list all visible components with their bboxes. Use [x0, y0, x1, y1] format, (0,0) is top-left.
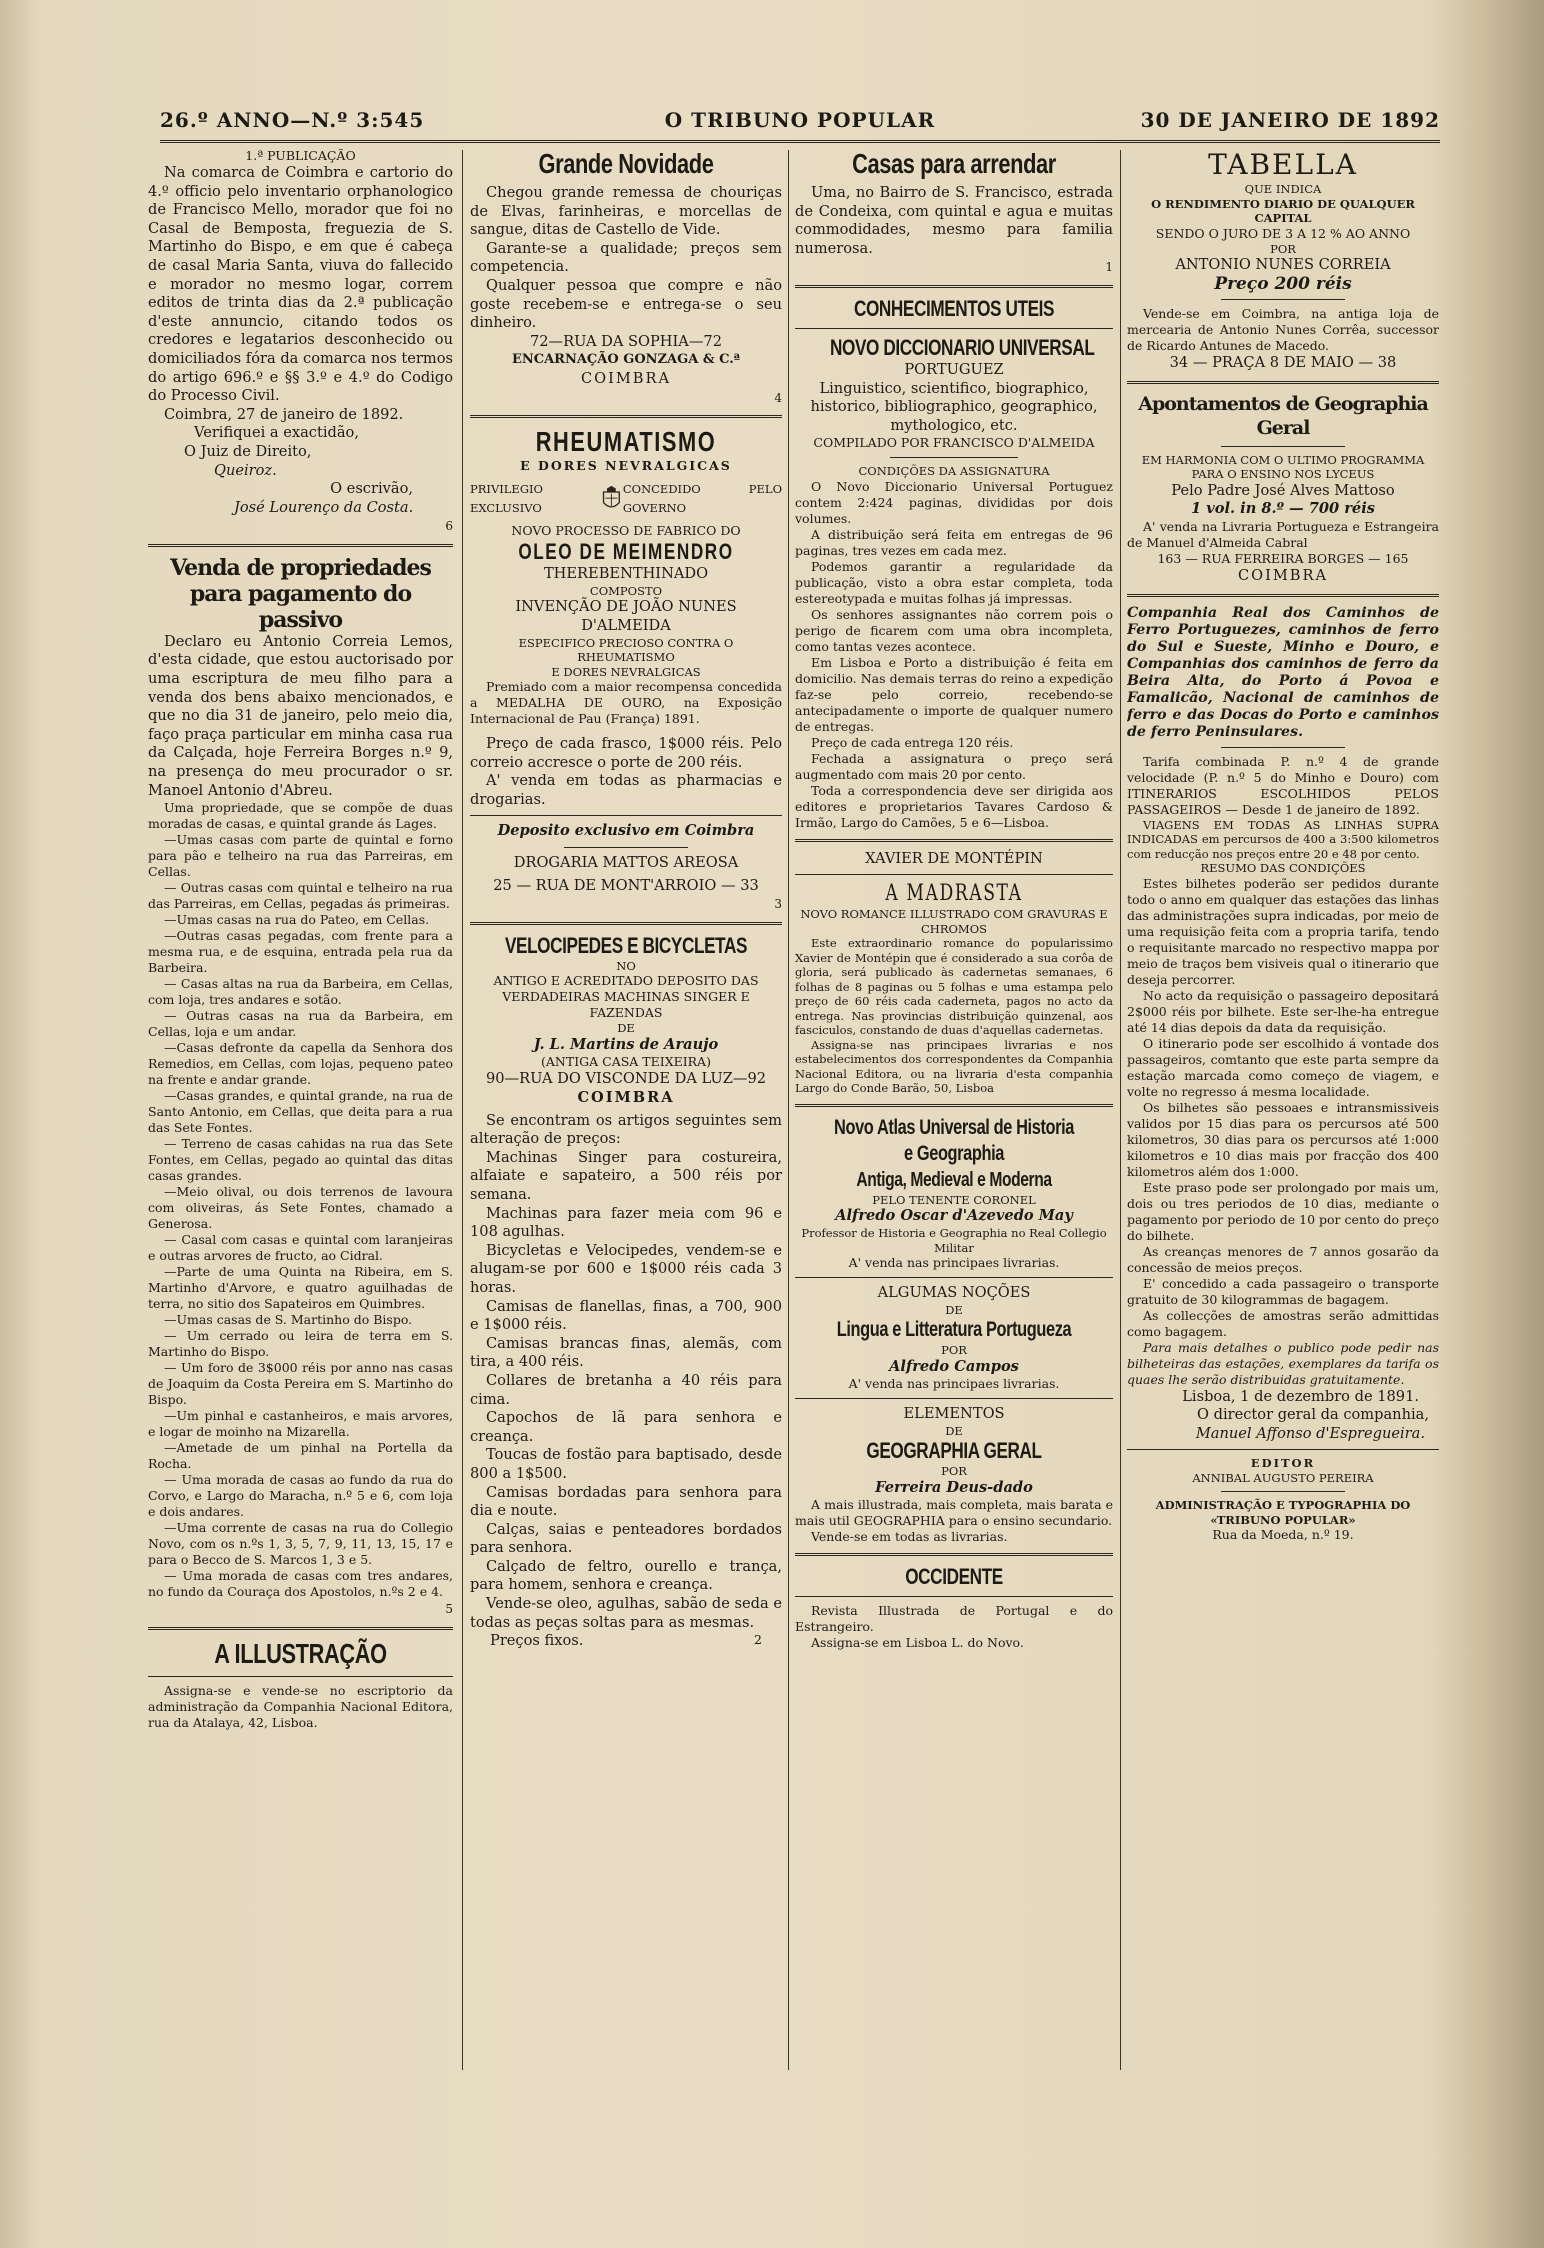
- illustracao-title: A ILLUSTRAÇÃO: [214, 1637, 387, 1669]
- oleo-title: OLEO DE MEIMENDRO: [518, 539, 734, 565]
- column-2: [470, 148, 782, 2178]
- list-item: Camisas de flanellas, finas, a 700, 900 e 1$000 réis.: [470, 1297, 782, 1334]
- madrasta-text: Este extraordinario romance do popularissimo Xavier de Montépin que é considerado a sua corôa de gloria, será publicado às cadernetas semanaes, 6 folhas de 8 paginas ou 5 folhas e uma estampa pelo preço de 60 réis cada caderneta, pagos no acto da entrega. Nas provincias distribuição quinzenal, aos fasciculos, constando de duas d'aquellas cadernetas.: [795, 936, 1113, 1038]
- atlas-title: Novo Atlas Universal de Historia: [834, 1115, 1074, 1139]
- property-list: [148, 800, 453, 1600]
- compilado-label: COMPILADO POR FRANCISCO D'ALMEIDA: [813, 435, 1095, 451]
- divider: [795, 328, 1113, 329]
- list-item: Estes bilhetes poderão ser pedidos durante todo o anno em qualquer das estações das linhas das administrações supra indicadas, por meio de uma requisição feita com a propria tarifa, tendo o requisitante marcado no respectivo mappa por meio de traços bem visiveis qual o itinerario que deseja percorrer.: [1127, 875, 1439, 987]
- list-item: Os bilhetes são pessoaes e intransmissiveis validos por 15 dias para os percursos até 500 kilometros, 30 dias para os percursos até 1:000 kilometros e 10 dias mais por fracção dos 400 kilometros além dos 1:000.: [1127, 1099, 1439, 1179]
- column-rule: [462, 150, 463, 2070]
- edict-text: Na comarca de Coimbra e cartorio do 4.º officio pelo inventario orphanologico de Francisco Mello, morador que foi no Casal de Bemposta, freguezia de S. Martinho do Bispo, e em que é cabeça de casal Maria Santa, viuva do fallecido e morador no mesmo logar, correm editos de trinta dias da 2.ª publicação d'este annuncio, citando todos os credores e legatarios desconhecido ou domiciliados fóra da comarca nos termos do artigo 696.º e §§ 3.º e 4.º do Codigo do Processo Civil.: [148, 164, 453, 405]
- lisboa-date: Lisboa, 1 de dezembro de 1891.: [1182, 1387, 1419, 1405]
- edict-date: Coimbra, 27 de janeiro de 1892.: [164, 405, 404, 423]
- list-item: —Casas grandes, e quintal grande, na rua de Santo Antonio, em Cellas, que deita para a rua das Sete Fontes.: [148, 1088, 453, 1136]
- pelo-tenente: PELO TENENTE CORONEL: [872, 1192, 1036, 1207]
- divider: [148, 1627, 453, 1630]
- divider: [1221, 747, 1346, 748]
- por-label: POR: [1270, 241, 1296, 256]
- admin-address: Rua da Moeda, n.º 19.: [1212, 1527, 1354, 1543]
- atlas-title-2: e Geographia: [903, 1141, 1004, 1165]
- tabella-author: ANTONIO NUNES CORREIA: [1175, 256, 1391, 273]
- especifico-label: ESPECIFICO PRECIOSO CONTRA O RHEUMATISMO: [518, 635, 734, 665]
- list-item: — Uma morada de casas com tres andares, no fundo da Couraça dos Apostolos, n.ºs 2 e 4.: [148, 1568, 453, 1600]
- column-rule: [788, 150, 789, 2070]
- occidente-text-2: Assigna-se em Lisboa L. do Novo.: [811, 1635, 1024, 1651]
- ferreira-name: Ferreira Deus-dado: [875, 1478, 1033, 1496]
- para-mais-text: Para mais detalhes o publico pode pedir nas bilheteiras das estações, exemplares da tarifa os quaes lhe serão distribuidas gratuitamente.: [1127, 1339, 1439, 1387]
- velocipedes-title: VELOCIPEDES E BICYCLETAS: [504, 932, 748, 958]
- list-item: — Terreno de casas cahidas na rua das Sete Fontes, em Cellas, pegado ao quintal das ditas casas grandes.: [148, 1136, 453, 1184]
- list-item: —Meio olival, ou dois terrenos de lavoura com oliveiras, ás Sete Fontes, chamado a Generosa.: [148, 1184, 453, 1232]
- divider: [795, 839, 1113, 842]
- martins-name: J. L. Martins de Araujo: [533, 1035, 719, 1053]
- elementos-label: ELEMENTOS: [903, 1405, 1005, 1423]
- deposito-title: Deposito exclusivo em Coimbra: [497, 822, 755, 840]
- divider: [1127, 381, 1439, 384]
- column-rule: [1120, 150, 1121, 2070]
- list-item: Camisas bordadas para senhora para dia e noute.: [470, 1483, 782, 1520]
- martins-city: COIMBRA: [577, 1089, 675, 1107]
- clerk-name: José Lourenço da Costa.: [234, 498, 414, 516]
- praca-address: 34 — PRAÇA 8 DE MAIO — 38: [1169, 354, 1397, 372]
- especifico-label-2: E DORES NEVRALGICAS: [551, 664, 701, 679]
- apontamentos-title: Apontamentos de Geographia Geral: [1138, 392, 1428, 439]
- divider: [795, 285, 1113, 288]
- no-label: NO: [616, 958, 636, 973]
- issue-date: 30 DE JANEIRO DE 1892: [1140, 108, 1440, 132]
- list-item: Podemos garantir a regularidade da publicação, visto a obra estar completa, toda estereotypada e muitas folhas já impressas.: [795, 558, 1113, 606]
- divider: [470, 815, 782, 816]
- therebenthinado-label: THEREBENTHINADO: [543, 565, 709, 583]
- drogaria-address: 25 — RUA DE MONT'ARROIO — 33: [493, 876, 759, 894]
- list-item: Camisas brancas finas, alemãs, com tira, a 400 réis.: [470, 1334, 782, 1371]
- novidade-address: 72—RUA DA SOPHIA—72: [529, 332, 723, 350]
- tarifa-text: Tarifa combinada P. n.º 4 de grande velocidade (P. n.º 5 do Minho e Douro) com ITINERARIOS ESCOLHIDOS PELOS PASSAGEIROS — Desde 1 de janeiro de 1892.: [1127, 753, 1439, 817]
- juro-label: SENDO O JURO DE 3 A 12 % AO ANNO: [1155, 225, 1411, 241]
- occidente-title: OCCIDENTE: [905, 1564, 1003, 1590]
- column-1: [148, 148, 453, 2178]
- column-3: [795, 148, 1113, 2178]
- novidade-firm: ENCARNAÇÃO GONZAGA & C.ª: [511, 352, 741, 368]
- venda-intro: Declaro eu Antonio Correia Lemos, d'esta cidade, que estou auctorisado por uma escriptura de meu filho para a venda dos bens abaixo mencionados, e que no dia 31 de janeiro, pelo meio dia, faço praça particular em minha casa rua da Calçada, hoje Ferreira Borges n.º 9, na presença do meu procurador o sr. Manoel Antonio d'Abreu.: [148, 632, 453, 799]
- list-item: —Umas casas de S. Martinho do Bispo.: [164, 1312, 413, 1328]
- clerk-title: O escrivão,: [330, 480, 413, 498]
- list-item: — Outras casas na rua da Barbeira, em Cellas, loja e um andar.: [148, 1008, 453, 1040]
- masthead: [160, 108, 1440, 142]
- atlas-author: Alfredo Oscar d'Azevedo May: [835, 1207, 1073, 1225]
- list-item: Bicycletas e Velocipedes, vendem-se e alugam-se por 600 e 1$000 réis cada 3 horas.: [470, 1241, 782, 1296]
- list-item: —Uma corrente de casas na rua do Collegio Novo, com os n.ºs 1, 3, 5, 7, 9, 11, 13, 15, 17 e para o Becco de S. Marcos 1, 3 e 5.: [148, 1520, 453, 1568]
- viagens-text: VIAGENS EM TODAS AS LINHAS SUPRA INDICADAS em percursos de 400 a 3:500 kilometros com reducção nos preços entre 20 e 48 por cento.: [1127, 817, 1439, 861]
- novidade-text: Chegou grande remessa de chouriças de Elvas, farinheiras, e morcellas de sangue, ditas de Castello de Vide.: [470, 184, 782, 239]
- privilegio-label: PRIVILEGIO EXCLUSIVO: [470, 482, 543, 515]
- volume-price: 1 vol. in 8.º — 700 réis: [1191, 500, 1375, 518]
- list-item: O Novo Diccionario Universal Portuguez contem 2:424 paginas, divididas por dois volumes.: [795, 478, 1113, 526]
- novidade-text-3: Qualquer pessoa que compre e não goste recebem-se e entrega-se o seu dinheiro.: [470, 276, 782, 332]
- precos-fixos: Preços fixos.: [490, 1632, 584, 1650]
- list-item: Machinas para fazer meia com 96 e 108 agulhas.: [470, 1204, 782, 1241]
- list-item: — Outras casas com quintal e telheiro na rua das Parreiras, em Cellas, pegadas ás primeiras.: [148, 880, 453, 912]
- editor-name: ANNIBAL AUGUSTO PEREIRA: [1192, 1470, 1374, 1485]
- diccionario-conditions: [795, 479, 1113, 831]
- list-item: Uma propriedade, que se compõe de duas moradas de casas, e quintal grande ás Lages.: [148, 800, 453, 832]
- novidade-title: Grande Novidade: [538, 148, 714, 179]
- apontamentos-venda: A' venda na Livraria Portugueza e Estrangeira de Manuel d'Almeida Cabral: [1127, 518, 1439, 550]
- list-item: Capochos de lã para senhora e creança.: [470, 1409, 782, 1445]
- list-item: O itinerario pode ser escolhido á vontade dos passageiros, comtanto que este parta sempre da estação marcada como começo de viagem, e volte no regresso á mesma localidade.: [1127, 1035, 1439, 1099]
- condicoes-label: CONDIÇÕES DA ASSIGNATURA: [858, 464, 1050, 479]
- divider: [564, 847, 689, 848]
- divider: [795, 1553, 1113, 1556]
- list-item: Fechada a assignatura o preço será augmentado com mais 20 por cento.: [795, 750, 1113, 782]
- madrasta-title: A MADRASTA: [885, 881, 1023, 907]
- antigo-deposito: ANTIGO E ACREDITADO DEPOSITO DAS VERDADEIRAS MACHINAS SINGER E FAZENDAS: [493, 973, 759, 1021]
- ad-number: 3: [774, 897, 782, 912]
- rheumatismo-title: RHEUMATISMO: [535, 426, 717, 458]
- campos-venda: A' venda nas principaes livrarias.: [848, 1376, 1060, 1392]
- divider: [795, 874, 1113, 875]
- harmonia-label: EM HARMONIA COM O ULTIMO PROGRAMMA PARA O ENSINO NOS LYCEUS: [1141, 452, 1425, 482]
- venda-title: Venda de propriedades para pagamento do passivo: [170, 554, 431, 633]
- illustracao-text: Assigna-se e vende-se no escriptorio da administração da Companhia Nacional Editora, rua da Atalaya, 42, Lisboa.: [148, 1682, 453, 1730]
- divider: [1221, 1491, 1346, 1492]
- campos-name: Alfredo Campos: [889, 1357, 1019, 1375]
- judge-name: Queiroz.: [214, 461, 277, 479]
- divider: [470, 415, 782, 418]
- list-item: —Umas casas na rua do Pateo, em Cellas.: [164, 912, 430, 928]
- divider: [795, 1398, 1113, 1399]
- list-item: —Ametade de um pinhal na Portella da Rocha.: [148, 1440, 453, 1472]
- list-item: —Outras casas pegadas, com frente para a mesma rua, e de esquina, entrada pela rua da Barbeira.: [148, 928, 453, 976]
- divider: [148, 544, 453, 547]
- publication-label: 1.ª PUBLICAÇÃO: [245, 148, 356, 163]
- list-item: Collares de bretanha a 40 réis para cima.: [470, 1371, 782, 1408]
- list-item: — Um foro de 3$000 réis por anno nas casas de Joaquim da Costa Pereira em S. Martinho do Bispo.: [148, 1360, 453, 1408]
- list-item: —Casas defronte da capella da Senhora dos Remedios, em Cellas, com lojas, pequeno pateo na frente e andar grande.: [148, 1040, 453, 1088]
- atlas-title-3: Antiga, Medieval e Moderna: [856, 1168, 1052, 1191]
- premiado-text: Premiado com a maior recompensa concedida a MEDALHA DE OURO, na Exposição Internacional de Pau (França) 1891.: [470, 679, 782, 727]
- diccionario-title: NOVO DICCIONARIO UNIVERSAL: [829, 334, 1095, 360]
- privilege-row: [470, 480, 782, 517]
- de-label: DE: [945, 1302, 963, 1317]
- invencao-label: INVENÇÃO DE JOÃO NUNES D'ALMEIDA: [515, 598, 737, 634]
- articles-list: [470, 1112, 782, 1633]
- divider: [1221, 299, 1346, 300]
- director-title: O director geral da companhia,: [1197, 1406, 1429, 1424]
- cabral-city: COIMBRA: [1237, 566, 1329, 584]
- list-item: Em Lisboa e Porto a distribuição é feita em domicilio. Nas demais terras do reino a expedição faz-se pelo correio, recebendo-se antecipadamente o importe de qualquer numero de entregas.: [795, 654, 1113, 734]
- ad-number: 4: [774, 390, 782, 405]
- list-item: E' concedido a cada passageiro o transporte gratuito de 30 kilogrammas de bagagem.: [1127, 1275, 1439, 1307]
- divider: [1127, 1449, 1439, 1450]
- director-signature: Manuel Affonso d'Espregueira.: [1195, 1424, 1425, 1442]
- geographia-venda: Vende-se em todas as livrarias.: [811, 1529, 1008, 1545]
- madrasta-subtitle: NOVO ROMANCE ILLUSTRADO COM GRAVURAS E CHROMOS: [800, 907, 1108, 936]
- rendimento-label: O RENDIMENTO DIARIO DE QUALQUER CAPITAL: [1151, 196, 1415, 225]
- novidade-city: COIMBRA: [580, 369, 672, 387]
- divider: [148, 1676, 453, 1677]
- antiga-casa: (ANTIGA CASA TEIXEIRA): [541, 1054, 711, 1070]
- divider: [1221, 446, 1346, 447]
- royal-arms-icon: [600, 483, 623, 515]
- geographia-title: GEOGRAPHIA GERAL: [866, 1438, 1042, 1464]
- verified-line: Verifiquei a exactidão,: [194, 424, 359, 442]
- list-item: Toucas de fostão para baptisado, desde 800 a 1$500.: [470, 1446, 782, 1482]
- masthead-rule: [160, 140, 1440, 143]
- geographia-text: A mais illustrada, mais completa, mais barata e mais util GEOGRAPHIA para o ensino secundario.: [795, 1497, 1113, 1529]
- companhia-title: Companhia Real dos Caminhos de Ferro Portuguezes, caminhos de ferro do Sul e Sueste, Minho e Douro, e Companhias dos caminhos de ferro da Beira Alta, do Porto á Povoa e Famalicão, Nacional de caminhos de ferro e das Docas do Porto e caminhos de ferro Peninsulares.: [1127, 604, 1439, 740]
- admin-label: ADMINISTRAÇÃO E TYPOGRAPHIA DO «TRIBUNO POPULAR»: [1155, 1498, 1411, 1527]
- diccionario-subtitle: PORTUGUEZ: [904, 360, 1004, 378]
- judge-title: O Juiz de Direito,: [184, 442, 312, 460]
- composto-label: COMPOSTO: [589, 583, 663, 598]
- por-label: POR: [941, 1464, 967, 1479]
- list-item: — Uma morada de casas ao fundo da rua do Corvo, e Largo do Maracha, n.º 5 e 6, com loja e dois andares.: [148, 1472, 453, 1520]
- de-label: DE: [945, 1423, 963, 1438]
- processo-label: NOVO PROCESSO DE FABRICO DO: [511, 523, 741, 539]
- de-label: DE: [617, 1021, 635, 1036]
- divider: [890, 457, 1017, 458]
- preco-text: Preço de cada frasco, 1$000 réis. Pelo correio accresce o porte de 200 réis.: [470, 735, 782, 771]
- issue-number: 26.º ANNO—N.º 3:545: [160, 108, 425, 132]
- divider: [1127, 594, 1439, 597]
- list-item: No acto da requisição o passageiro depositará 2$000 réis por bilhete. Este ser-lhe-ha entregue até 14 dias depois da data da requisição.: [1127, 987, 1439, 1035]
- list-item: Vende-se oleo, agulhas, sabão de seda e todas as peças soltas para as mesmas.: [470, 1595, 782, 1631]
- ad-number: 2: [754, 1632, 762, 1648]
- list-item: Os senhores assignantes não correm pois o perigo de ficarem com uma obra incompleta, como tantas vezes acontece.: [795, 606, 1113, 654]
- list-item: —Umas casas com parte de quintal e forno para pão e telheiro na rua das Parreiras, em Cellas.: [148, 832, 453, 880]
- que-indica: QUE INDICA: [1244, 182, 1322, 196]
- drogaria-name: DROGARIA MATTOS AREOSA: [513, 854, 739, 872]
- lingua-title: Lingua e Litteratura Portugueza: [836, 1318, 1072, 1342]
- occidente-text: Revista Illustrada de Portugal e do Estrangeiro.: [795, 1603, 1113, 1635]
- algumas-nocoes: ALGUMAS NOÇÕES: [877, 1284, 1031, 1302]
- list-item: Calças, saias e penteadores bordados para senhora.: [470, 1520, 782, 1557]
- resumo-label: RESUMO DAS CONDIÇÕES: [1200, 861, 1366, 876]
- diccionario-desc: Linguistico, scientifico, biographico, historico, bibliographico, geographico, mythologico, etc.: [810, 379, 1098, 434]
- divider: [795, 1596, 1113, 1597]
- novidade-text-2: Garante-se a qualidade; preços sem competencia.: [470, 239, 782, 276]
- padre-name: Pelo Padre José Alves Mattoso: [1171, 481, 1395, 499]
- tabella-title: TABELLA: [1208, 148, 1358, 181]
- conhecimentos-title: CONHECIMENTOS UTEIS: [853, 295, 1055, 321]
- atlas-venda: A' venda nas principaes livrarias.: [848, 1255, 1060, 1271]
- ad-number: 5: [445, 1602, 453, 1617]
- list-item: Calçado de feltro, ourello e trança, para homem, senhora e creança.: [470, 1557, 782, 1594]
- conditions-list: [1127, 876, 1439, 1340]
- list-item: —Um pinhal e castanheiros, e mais arvores, e logar de moinho na Mizarella.: [148, 1408, 453, 1440]
- divider: [795, 1104, 1113, 1107]
- newspaper-title: O TRIBUNO POPULAR: [664, 108, 936, 132]
- list-item: A distribuição será feita em entregas de 96 paginas, tres vezes em cada mez.: [795, 526, 1113, 558]
- list-item: Machinas Singer para costureira, alfaiate e sapateiro, a 500 réis por semana.: [470, 1148, 782, 1203]
- list-item: Toda a correspondencia deve ser dirigida aos editores e proprietarios Tavares Cardoso & Irmão, Largo do Camões, 5 e 6—Lisboa.: [795, 782, 1113, 830]
- ad-number: 6: [445, 519, 453, 534]
- column-4: [1127, 148, 1439, 2178]
- list-item: Se encontram os artigos seguintes sem alteração de preços:: [470, 1111, 782, 1148]
- tabella-vende: Vende-se em Coimbra, na antiga loja de mercearia de Antonio Nunes Corrêa, successor de Ricardo Antunes de Macedo.: [1127, 306, 1439, 354]
- precos-row: [470, 1632, 782, 1651]
- ad-number: 1: [1105, 260, 1113, 275]
- divider: [470, 922, 782, 925]
- martins-address: 90—RUA DO VISCONDE DA LUZ—92: [485, 1070, 767, 1088]
- madrasta-text-2: Assigna-se nas principaes livrarias e nos estabelecimentos dos correspondentes da Companhia Nacional Editora, ou na livraria d'esta companhia Largo do Conde Barão, 50, Lisboa: [795, 1037, 1113, 1096]
- list-item: Este praso pode ser prolongado por mais um, dois ou tres periodos de 10 dias, mediante o pagamento por periodo de 10 por cento do preço do bilhete.: [1127, 1179, 1439, 1243]
- cabral-address: 163 — RUA FERREIRA BORGES — 165: [1157, 550, 1409, 566]
- list-item: —Parte de uma Quinta na Ribeira, em S. Martinho d'Arvore, e quatro aguilhadas de terra, no sitio dos Sapateiros em Quimbres.: [148, 1264, 453, 1312]
- casas-title: Casas para arrendar: [852, 148, 1056, 179]
- tabella-price: Preço 200 réis: [1214, 273, 1352, 294]
- list-item: — Casal com casas e quintal com laranjeiras e outras arvores de fructo, ao Cidral.: [148, 1232, 453, 1264]
- list-item: As creanças menores de 7 annos gosarão da concessão de meios preços.: [1127, 1243, 1439, 1275]
- rheumatismo-subtitle: E DORES NEVRALGICAS: [520, 458, 732, 474]
- list-item: Preço de cada entrega 120 réis.: [811, 734, 1014, 750]
- editor-label: EDITOR: [1250, 1456, 1316, 1471]
- list-item: — Casas altas na rua da Barbeira, em Cellas, com loja, tres andares e sotão.: [148, 976, 453, 1008]
- list-item: — Um cerrado ou leira de terra em S. Martinho do Bispo.: [148, 1328, 453, 1360]
- casas-text: Uma, no Bairro de S. Francisco, estrada de Condeixa, com quintal e agua e muitas commodidades, mesmo para familia numerosa.: [795, 184, 1113, 257]
- list-item: As collecções de amostras serão admittidas como bagagem.: [1127, 1307, 1439, 1339]
- venda-text: A' venda em todas as pharmacias e drogarias.: [470, 772, 782, 808]
- atlas-prof: Professor de Historia e Geographia no Real Collegio Militar: [801, 1226, 1107, 1255]
- concedido-label: CONCEDIDO PELO GOVERNO: [622, 482, 782, 515]
- xavier-name: XAVIER DE MONTÉPIN: [865, 849, 1043, 867]
- por-label: POR: [941, 1343, 967, 1358]
- divider: [795, 1277, 1113, 1278]
